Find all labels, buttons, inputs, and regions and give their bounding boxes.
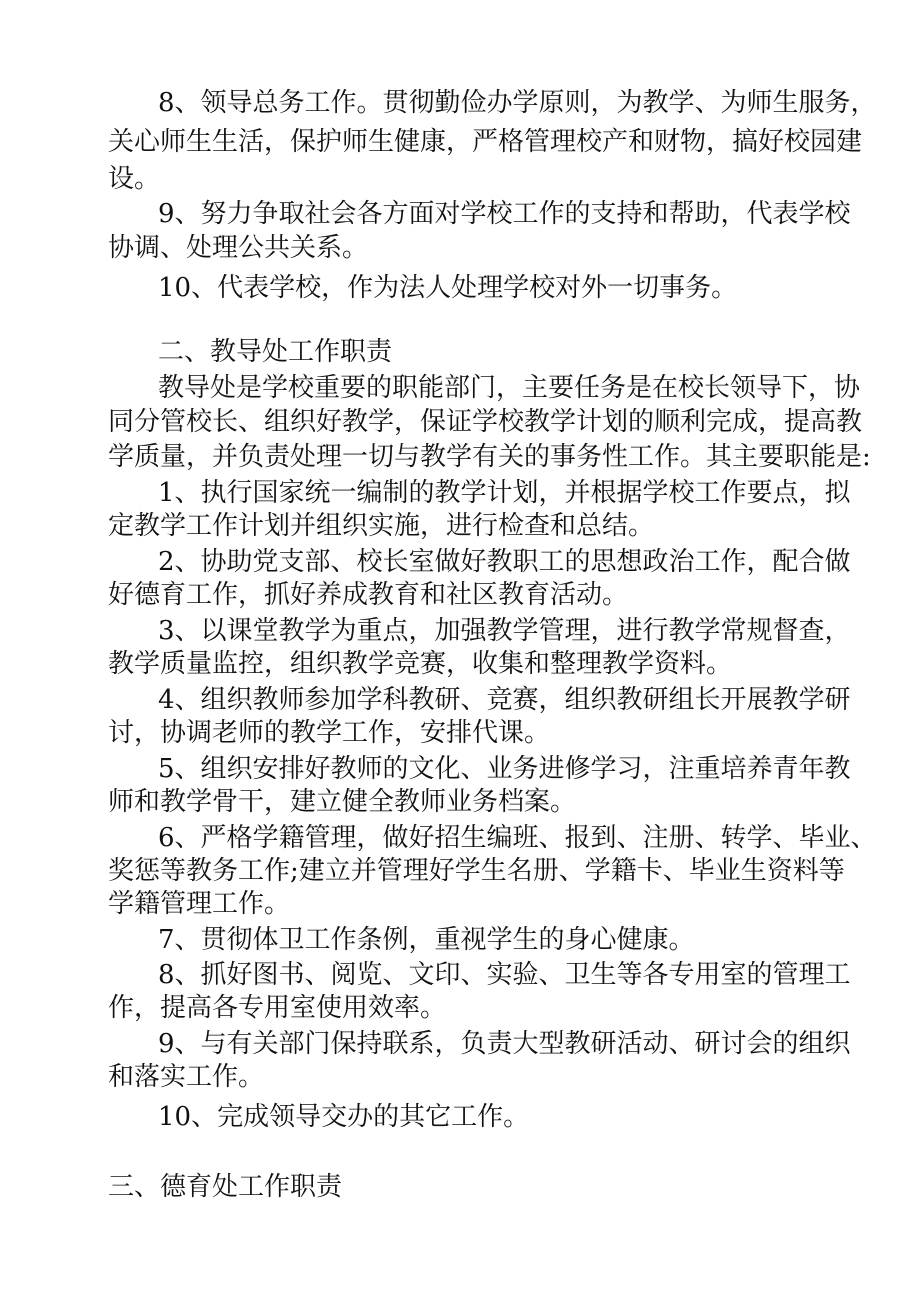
text-line: 学质量，并负责处理一切与教学有关的事务性工作。其主要职能是:: [108, 442, 871, 472]
section-heading: 二、教导处工作职责: [158, 337, 393, 367]
text-line: 9、与有关部门保持联系，负责大型教研活动、研讨会的组织: [158, 1029, 851, 1059]
text-line: 师和教学骨干，建立健全教师业务档案。: [108, 787, 577, 817]
text-line: 关心师生生活，保护师生健康，严格管理校产和财物，搞好校园建: [108, 127, 863, 157]
text-line: 学籍管理工作。: [108, 889, 291, 919]
text-line: 奖惩等教务工作;建立并管理好学生名册、学籍卡、毕业生资料等: [108, 856, 845, 886]
text-line: 6、严格学籍管理，做好招生编班、报到、注册、转学、毕业、: [158, 823, 877, 853]
text-line: 8、抓好图书、阅览、文印、实验、卫生等各专用室的管理工: [158, 960, 851, 990]
text-line: 4、组织教师参加学科教研、竞赛，组织教研组长开展教学研: [158, 685, 851, 715]
text-line: 好德育工作，抓好养成教育和社区教育活动。: [108, 580, 629, 610]
section-heading: 三、德育处工作职责: [108, 1172, 343, 1202]
text-line: 教导处是学校重要的职能部门，主要任务是在校长领导下，协: [158, 373, 861, 403]
text-line: 和落实工作。: [108, 1062, 265, 1092]
text-line: 2、协助党支部、校长室做好教职工的思想政治工作，配合做: [158, 547, 851, 577]
text-line: 10、代表学校，作为法人处理学校对外一切事务。: [158, 273, 738, 303]
text-line: 10、完成领导交办的其它工作。: [158, 1102, 530, 1132]
text-line: 8、领导总务工作。贯彻勤俭办学原则，为教学、为师生服务，: [158, 88, 877, 118]
text-line: 1、执行国家统一编制的教学计划，并根据学校工作要点，拟: [158, 478, 851, 508]
text-line: 3、以课堂教学为重点，加强教学管理，进行教学常规督查，: [158, 616, 851, 646]
text-line: 5、组织安排好教师的文化、业务进修学习，注重培养青年教: [158, 754, 851, 784]
text-line: 教学质量监控，组织教学竞赛，收集和整理教学资料。: [108, 649, 733, 679]
text-line: 定教学工作计划并组织实施，进行检查和总结。: [108, 511, 655, 541]
text-line: 讨，协调老师的教学工作，安排代课。: [108, 718, 551, 748]
text-line: 作，提高各专用室使用效率。: [108, 993, 447, 1023]
text-line: 9、努力争取社会各方面对学校工作的支持和帮助，代表学校: [158, 199, 851, 229]
text-line: 7、贯彻体卫工作条例，重视学生的身心健康。: [158, 925, 695, 955]
text-line: 设。: [108, 164, 161, 194]
text-line: 协调、处理公共关系。: [108, 233, 369, 263]
text-line: 同分管校长、组织好教学，保证学校教学计划的顺利完成，提高教: [108, 407, 863, 437]
